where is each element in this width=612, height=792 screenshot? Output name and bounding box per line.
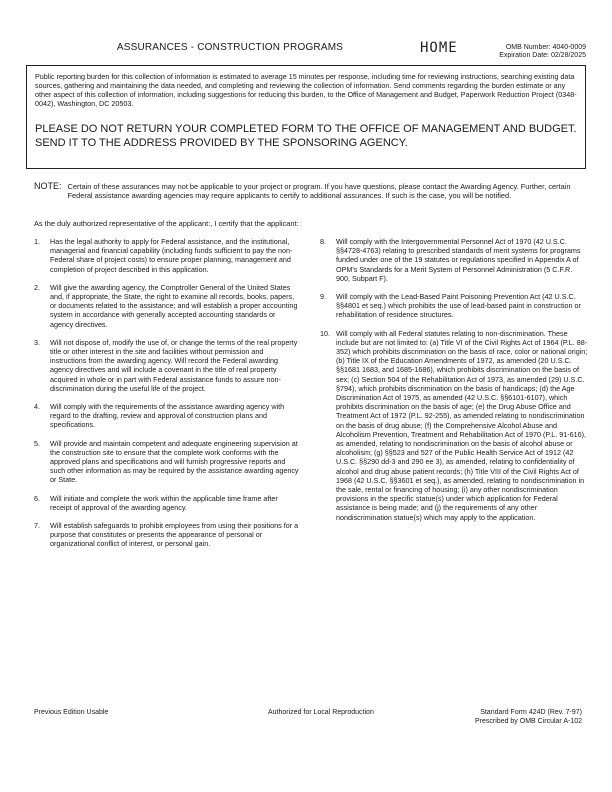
- burden-statement: Public reporting burden for this collection of information is estimated to average 15 minutes per response, including time for reviewing instructions, searching existing data sources, gathering and maintaining the data needed, and completing and reviewing the collection of information. Send comments regarding the burden estimate or any other aspect of this collection of information, including suggestions for reducing this burden, to the Office of Management and Budget, Paperwork Reduction Project (0348-0042), Washington, DC 20503.: [35, 72, 577, 108]
- footer-form-id: [475, 709, 582, 726]
- expiration-date: Expiration Date: 02/28/2025: [499, 52, 586, 59]
- item-text: Will comply with all Federal statutes relating to non-discrimination. These include but are not limited to: (a) Title VI of the Civil Rights Act of 1964 (P.L. 88-352) which prohibits discrimination on the basis of race, color or national origin; (b) Title IX of the Education Amendments of 1972, as amended (20 U.S.C. §§1681 1683, and 1685-1686), which prohibits discrimination on the basis of sex; (c) Section 504 of the Rehabilitation Act of 1973, as amended (29) U.S.C. §794), which prohibits discrimination on the basis of handicaps; (d) the Age Discrimination Act of 1975, as amended (42 U.S.C. §§6101-6107), which prohibits discrimination on the basis of age; (e) the Drug Abuse Office and Treatment Act of 1972 (P.L. 92-255), as amended relating to nondiscrimination on the basis of drug abuse; (f) the Comprehensive Alcohol Abuse and Alcoholism Prevention, Treatment and Rehabilitation Act of 1970 (P.L. 91-616), as amended, relating to nondiscrimination on the basis of alcohol abuse or alcoholism; (g) §§523 and 527 of the Public Health Service Act of 1912 (42 U.S.C. §§290 dd-3 and 290 ee 3), as amended, relating to confidentiality of alcohol and drug abuse patient records; (h) Title VIII of the Civil Rights Act of 1968 (42 U.S.C. §§3601 et seq.), as amended, relating to nondiscrimination in the sale, rental or financing of housing; (i) any other nondiscrimination provisions in the specific statue(s) under which application for Federal assistance is being made; and (j) the requirements of any other nondiscrimination statue(s) which may apply to the application.: [336, 328, 588, 522]
- assurance-item: [320, 292, 588, 320]
- handwritten-note: HOME: [420, 40, 458, 56]
- item-number: 6.: [34, 493, 40, 503]
- item-text: Will comply with the Lead-Based Paint Poisoning Prevention Act (42 U.S.C. §§4801 et seq.) which prohibits the use of lead-based paint in construction or rehabilitation of residence structures.: [336, 292, 581, 320]
- item-number: 8.: [320, 237, 326, 246]
- item-text: Will establish safeguards to prohibit employees from using their positions for a purpose that constitutes or presents the appearance of personal or organizational conflict of interest, or personal gain.: [50, 521, 299, 549]
- item-number: 5.: [34, 438, 40, 448]
- prescribed-by: Prescribed by OMB Circular A-102: [475, 717, 582, 725]
- item-text: Will comply with the Intergovernmental Personnel Act of 1970 (42 U.S.C. §§4728-4763) relating to prescribed standards of merit systems for programs funded under one of the 19 statutes or regulations specified in Appendix A of OPM's Standards for a Merit System of Personnel Administration (5 C.F.R. 900, Subpart F).: [336, 237, 581, 283]
- return-warning: PLEASE DO NOT RETURN YOUR COMPLETED FORM TO THE OFFICE OF MANAGEMENT AND BUDGET. SEND IT TO THE ADDRESS PROVIDED BY THE SPONSORING AGENCY.: [35, 123, 577, 149]
- footer-authorization: Authorized for Local Reproduction: [268, 709, 374, 716]
- item-text: Will comply with the requirements of the assistance awarding agency with regard to the drafting, review and approval of construction plans and specifications.: [50, 402, 285, 430]
- assurance-item: [34, 237, 300, 274]
- item-number: 7.: [34, 521, 40, 531]
- item-text: Will provide and maintain competent and adequate engineering supervision at the construction site to ensure that the complete work conforms with the approved plans and specifications and will furnish progressive reports and such other information as may be required by the assistance awarding agency or State.: [50, 438, 299, 485]
- item-number: 2.: [34, 282, 40, 292]
- omb-number: OMB Number: 4040-0009: [505, 44, 586, 51]
- form-title: ASSURANCES - CONSTRUCTION PROGRAMS: [116, 42, 344, 53]
- assurance-item: [34, 521, 300, 549]
- item-number: 10.: [320, 328, 330, 338]
- assurance-item: [320, 329, 588, 522]
- footer-previous-edition: Previous Edition Usable: [34, 709, 109, 716]
- note-label: NOTE:: [34, 181, 62, 191]
- note-text: Certain of these assurances may not be applicable to your project or program. If you have questions, please contact the Awarding Agency. Further, certain Federal assistance awarding agencies may require applicants to certify to additional assurances. If such is the case, you will be notified.: [67, 182, 571, 200]
- item-text: Will not dispose of, modify the use of, or change the terms of the real property title or other interest in the site and facilities without permission and instructions from the awarding agency. Will record the Federal awarding agency directives and will include a covenant in the title of real property acquired in whole or in part with Federal assistance funds to assure non-discrimination during the useful life of the project.: [50, 337, 298, 393]
- certification-intro: As the duly authorized representative of the applicant:, I certify that the applicant:: [34, 219, 299, 228]
- item-number: 4.: [34, 402, 40, 412]
- assurance-item: [34, 338, 300, 393]
- assurance-item: [34, 439, 300, 485]
- omb-info: [499, 44, 586, 60]
- item-number: 3.: [34, 337, 40, 347]
- item-number: 9.: [320, 292, 326, 302]
- assurance-item: [34, 283, 300, 329]
- item-text: Will initiate and complete the work within the applicable time frame after receipt of approval of the awarding agency.: [50, 493, 278, 512]
- item-text: Has the legal authority to apply for Federal assistance, and the institutional, managerial and financial capability (including funds sufficient to pay the non-Federal share of project costs) to ensure proper planning, management and completion of project described in this application.: [50, 237, 293, 274]
- note-section: [34, 182, 586, 200]
- assurances-left-column: [34, 237, 300, 558]
- form-number: Standard Form 424D (Rev. 7-97): [480, 709, 582, 716]
- assurance-item: [320, 237, 588, 283]
- burden-notice-box: [26, 65, 586, 169]
- item-text: Will give the awarding agency, the Comptroller General of the United States and, if appropriate, the State, the right to examine all records, books, papers, or documents related to the assistance; and will establish a proper accounting system in accordance with generally accepted accounting standards or agency directives.: [50, 282, 298, 329]
- assurance-item: [34, 402, 300, 430]
- assurance-item: [34, 494, 300, 512]
- assurances-right-column: [320, 237, 588, 531]
- item-number: 1.: [34, 237, 40, 246]
